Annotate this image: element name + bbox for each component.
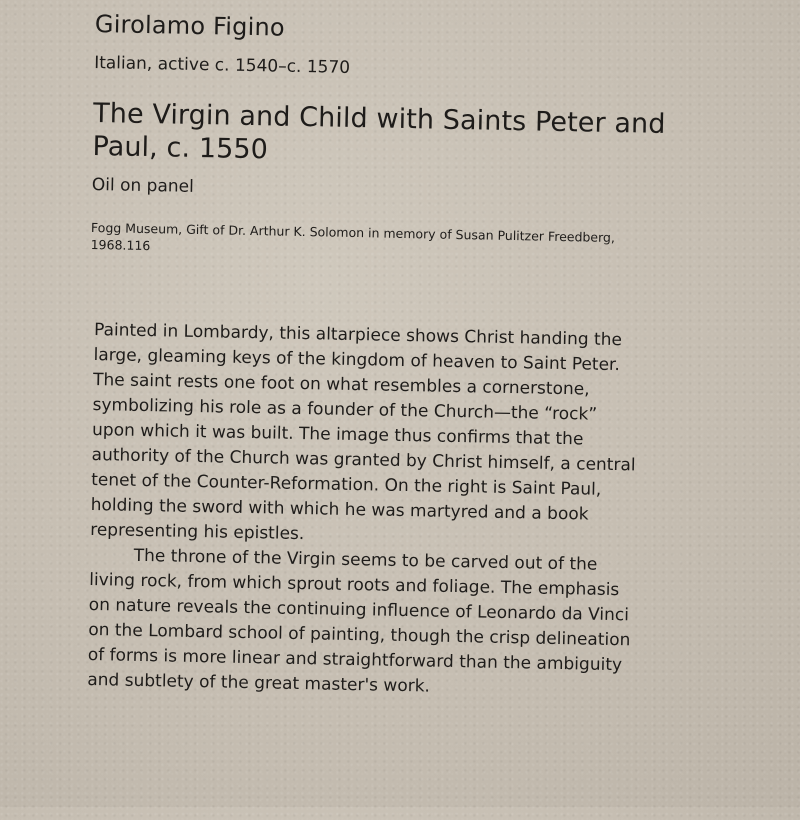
artwork-medium: Oil on panel <box>91 174 194 197</box>
description-paragraph: Painted in Lombardy, this altarpiece shows Christ handing the large, gleaming keys of the kingdom of heaven to Saint Peter. The saint rests one foot on what resembles a cornerstone, symbolizing his role as a founder of the Church—the “rock” upon which it was built. The image thus confirms that the authority of the Church was granted by Christ himself, a central tenet of the Counter-Reformation. On the right is Saint Paul, holding the sword with which he was martyred and a book representing his epistles. <box>90 320 636 545</box>
credit-line: Fogg Museum, Gift of Dr. Arthur K. Solomon in memory of Susan Pulitzer Freedberg, 1968.116 <box>90 219 616 254</box>
artist-name: Girolamo Figino <box>94 10 286 42</box>
description-paragraph: The throne of the Virgin seems to be carved out of the living rock, from which sprout roots and foliage. The emphasis on nature reveals the continuing influence of Leonardo da Vinci on the Lombard school of painting, though the crisp delineation of forms is more linear and straightforward than the ambiguity and subtlety of the great master's work. <box>87 545 631 697</box>
artist-nationality-dates: Italian, active c. 1540–c. 1570 <box>93 52 351 78</box>
artwork-title: The Virgin and Child with Saints Peter and Paul, c. 1550 <box>92 97 666 166</box>
description-text <box>87 318 639 703</box>
